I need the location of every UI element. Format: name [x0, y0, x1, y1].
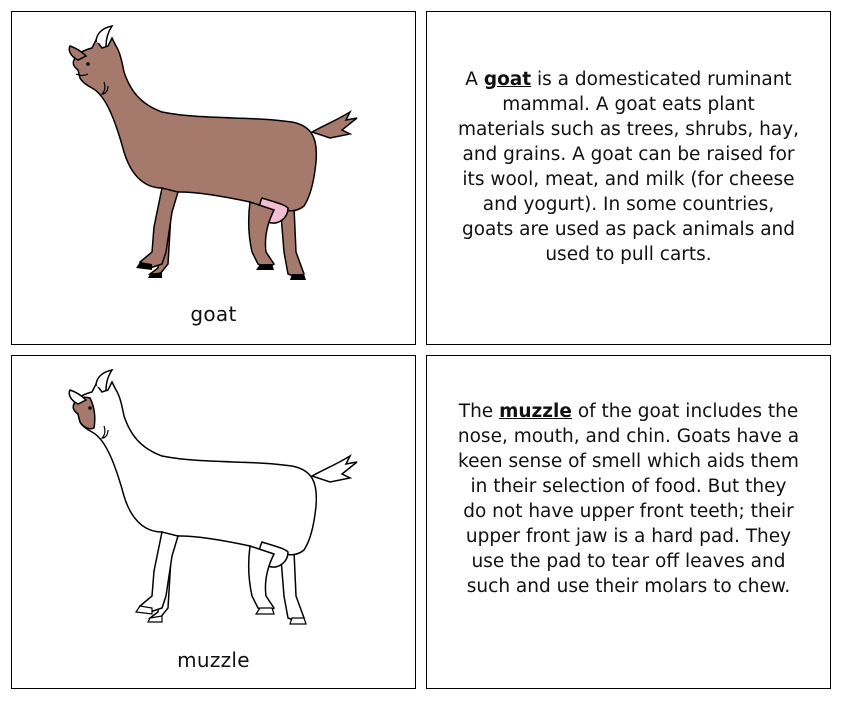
goat-description-body: is a domesticated ruminant mammal. A goat eats plant materials such as trees, shrubs, hay, and grains. A goat can be raised for its wool, meat, and milk (for cheese and yogurt). In some countries, goats are used as pack animals and used to pull carts.: [457, 69, 800, 265]
muzzle-description-lead: The: [458, 401, 500, 422]
goat-caption: goat: [190, 302, 237, 326]
goat-muzzle-illustration: [12, 356, 417, 646]
goat-keyword: goat: [483, 69, 532, 90]
muzzle-keyword: muzzle: [499, 401, 572, 422]
muzzle-description-card: [426, 355, 831, 689]
goat-picture-card: [11, 11, 416, 345]
goat-illustration: [12, 12, 417, 302]
muzzle-description-text: [457, 399, 800, 599]
goat-description-card: [426, 11, 831, 345]
muzzle-picture-card: [11, 355, 416, 689]
goat-description-lead: A: [465, 69, 484, 90]
goat-description-text: [457, 67, 800, 267]
muzzle-caption: muzzle: [177, 648, 250, 672]
muzzle-description-body: of the goat includes the nose, mouth, and chin. Goats have a keen sense of smell which aids them in their selection of food. But they do not have upper front teeth; their upper front jaw is a hard pad. They use the pad to tear off leaves and such and use their molars to chew.: [457, 401, 800, 597]
